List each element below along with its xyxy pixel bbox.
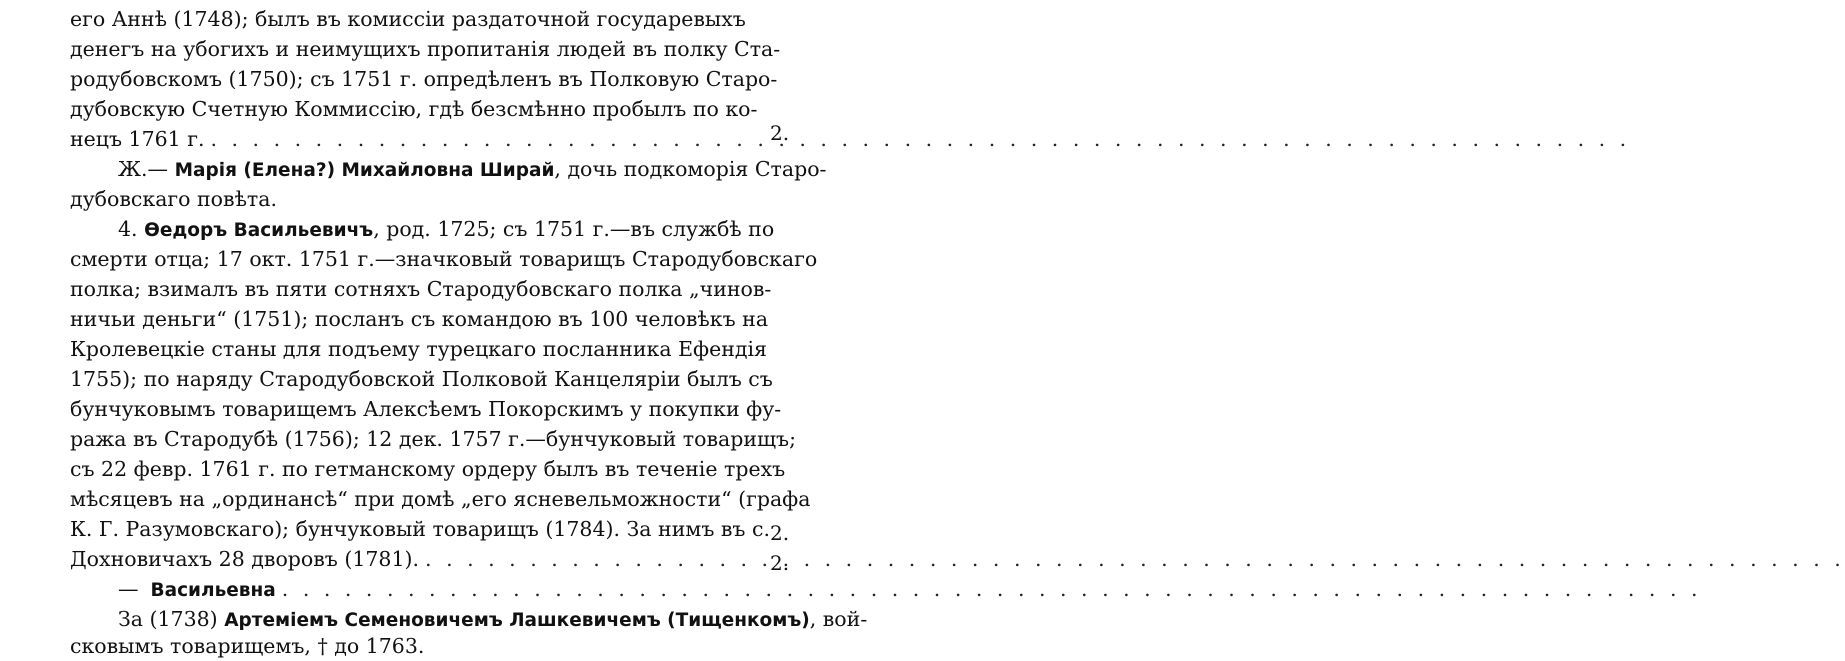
text-line: смерти отца; 17 окт. 1751 г.—значковый товарищъ Стародубовскаго bbox=[70, 247, 818, 271]
daughter-name: Васильевна bbox=[150, 580, 276, 601]
margin-number: 2. bbox=[770, 551, 790, 575]
marriage-line bbox=[118, 604, 868, 634]
text-line: мѣсяцевъ на „ординансѣ“ при домѣ „его ясневельможности“ (графа bbox=[70, 487, 811, 511]
text-line: ничьи деньги“ (1751); посланъ съ командою въ 100 человѣкъ на bbox=[70, 307, 769, 331]
text-line: родубовскомъ (1750); съ 1751 г. опредѣленъ въ Полковую Старо- bbox=[70, 67, 778, 91]
text-line: съ 22 февр. 1761 г. по гетманскому ордеру былъ въ теченіе трехъ bbox=[70, 457, 786, 481]
text-line: дубовскаго повѣта. bbox=[70, 187, 278, 211]
dash: — bbox=[118, 577, 139, 601]
text-line: 1755); по наряду Стародубовской Полковой Канцеляріи былъ съ bbox=[70, 367, 773, 391]
text-line-with-leader bbox=[70, 544, 738, 574]
entry-number: 4. bbox=[118, 217, 138, 241]
dot-leader bbox=[282, 574, 1702, 604]
marriage-text: , вой- bbox=[809, 607, 868, 631]
spouse-prefix: Ж.— bbox=[118, 157, 169, 181]
spouse-line bbox=[118, 154, 827, 184]
margin-number: 2. bbox=[770, 121, 790, 145]
text-line: бунчуковымъ товарищемъ Алексѣемъ Покорскимъ у покупки фу- bbox=[70, 397, 782, 421]
margin-number: 2. bbox=[770, 521, 790, 545]
spouse-description: , дочь подкоморія Старо- bbox=[554, 157, 827, 181]
text-line: Кролевецкіе станы для подъему турецкаго посланника Ефендія bbox=[70, 337, 767, 361]
text-line: сковымъ товарищемъ, † до 1763. bbox=[70, 634, 425, 658]
text-line: К. Г. Разумовскаго); бунчуковый товарищъ (1784). За нимъ въ с. bbox=[70, 517, 770, 541]
dot-leader bbox=[210, 124, 1630, 154]
text-line: ража въ Стародубѣ (1756); 12 дек. 1757 г.—бунчуковый товарищъ; bbox=[70, 427, 797, 451]
text-line: его Аннѣ (1748); былъ въ комиссіи раздаточной государевыхъ bbox=[70, 7, 746, 31]
marriage-prefix: За (1738) bbox=[118, 607, 218, 631]
entry-text: , род. 1725; съ 1751 г.—въ службѣ по bbox=[373, 217, 775, 241]
text-line: денегъ на убогихъ и неимущихъ пропитанія людей въ полку Ста- bbox=[70, 37, 781, 61]
text-line: дубовскую Счетную Коммиссію, гдѣ безсмѣнно пробылъ по ко- bbox=[70, 97, 758, 121]
dot-leader bbox=[425, 544, 1845, 574]
text-line: полка; взималъ въ пяти сотняхъ Стародубовскаго полка „чинов- bbox=[70, 277, 772, 301]
spouse-name: Марія (Елена?) Михайловна Ширай bbox=[174, 160, 555, 181]
daughter-line bbox=[118, 574, 738, 604]
text-line: Дохновичахъ 28 дворовъ (1781). bbox=[70, 547, 420, 571]
text-line: нецъ 1761 г. bbox=[70, 127, 205, 151]
husband-name: Артеміемъ Семеновичемъ Лашкевичемъ (Тищенкомъ) bbox=[224, 610, 810, 631]
text-line-with-leader bbox=[70, 124, 738, 154]
document-page bbox=[0, 0, 868, 661]
entry-heading-line bbox=[118, 214, 775, 244]
person-name: Ѳедоръ Васильевичъ bbox=[144, 220, 374, 241]
